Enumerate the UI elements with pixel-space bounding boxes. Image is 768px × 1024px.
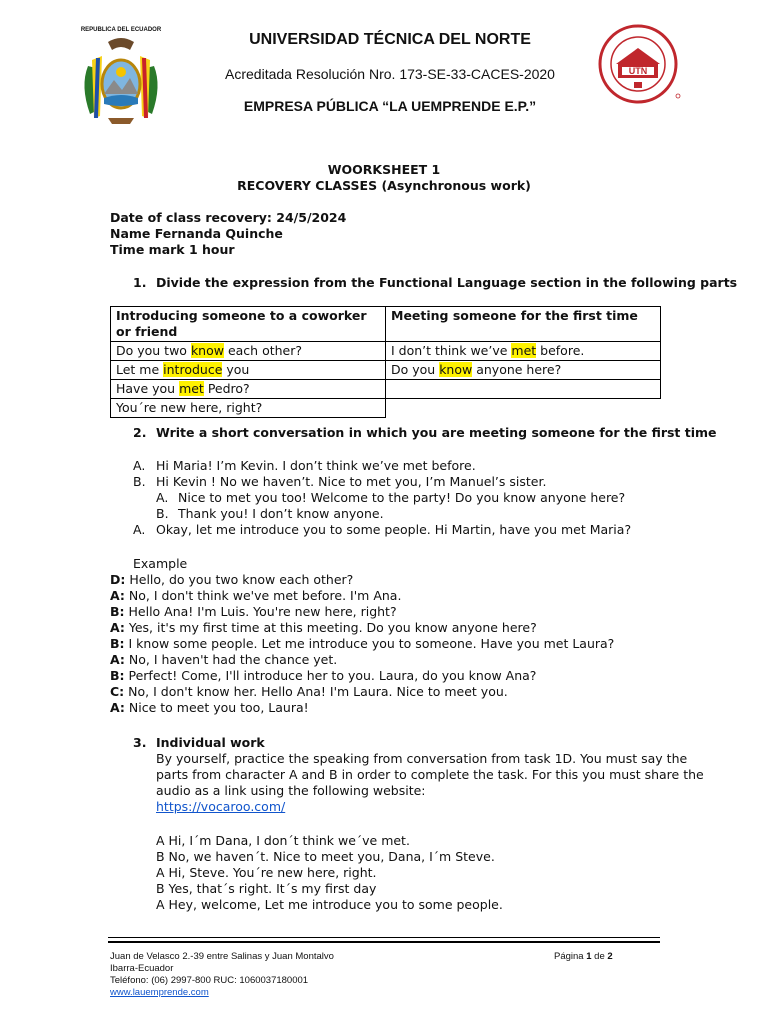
table-cell	[386, 380, 661, 399]
table-cell: Do you know anyone here?	[386, 361, 661, 380]
conv-marker: B.	[156, 506, 169, 521]
conv-line: Okay, let me introduce you to some people. Hi Martin, have you met Maria?	[156, 522, 632, 537]
task1-text: Divide the expression from the Functional Language section in the following parts	[156, 275, 738, 290]
table-cell-empty	[386, 399, 661, 418]
example-line: A: No, I don't think we've met before. I'm Ana.	[110, 588, 402, 603]
worksheet-title: WOORKSHEET 1	[327, 162, 441, 177]
footer-website-link[interactable]: www.lauemprende.com	[110, 987, 209, 998]
task1-number: 1.	[133, 275, 147, 290]
task3-number: 3.	[133, 735, 147, 750]
example-line: B: Hello Ana! I'm Luis. You're new here, right?	[110, 604, 397, 619]
example-line: C: No, I don't know her. Hello Ana! I'm Laura. Nice to meet you.	[110, 684, 508, 699]
conv-line: Hi Kevin ! No we haven’t. Nice to met you, I’m Manuel’s sister.	[156, 474, 547, 489]
table-cell: Let me introduce you	[111, 361, 386, 380]
conv-line: Nice to met you too! Welcome to the party! Do you know anyone here?	[178, 490, 626, 505]
col2-header: Meeting someone for the first time	[386, 307, 661, 342]
dialogue-line: A Hey, welcome, Let me introduce you to some people.	[156, 897, 503, 912]
conv-line: Hi Maria! I’m Kevin. I don’t think we’ve met before.	[156, 458, 476, 473]
page-number: Página 1 de 2	[554, 951, 613, 962]
footer-city: Ibarra-Ecuador	[110, 963, 174, 974]
time-line: Time mark 1 hour	[110, 242, 235, 257]
task3-paragraph: By yourself, practice the speaking from conversation from task 1D. You must say the	[156, 751, 688, 766]
name-line: Name Fernanda Quinche	[110, 226, 283, 241]
dialogue-line: B No, we haven´t. Nice to meet you, Dana, I´m Steve.	[156, 849, 495, 864]
task3-title: Individual work	[156, 735, 265, 750]
task3-paragraph: audio as a link using the following website:	[156, 783, 426, 798]
table-cell: Do you two know each other?	[111, 342, 386, 361]
utn-letters: UTN	[628, 66, 648, 76]
utn-seal-logo	[594, 24, 682, 104]
conv-line: Thank you! I don’t know anyone.	[178, 506, 384, 521]
dialogue-line: A Hi, I´m Dana, I don´t think we´ve met.	[156, 833, 410, 848]
table-cell: Have you met Pedro?	[111, 380, 386, 399]
footer-phone: Teléfono: (06) 2997-800 RUC: 1060037180001	[110, 975, 309, 986]
task2-number: 2.	[133, 425, 147, 440]
conv-marker: A.	[156, 490, 169, 505]
task3-paragraph: parts from character A and B in order to complete the task. For this you must share the	[156, 767, 704, 782]
example-label: Example	[133, 556, 188, 571]
accreditation-line: Acreditada Resolución Nro. 173-SE-33-CACES-2020	[225, 66, 555, 82]
footer-divider	[108, 941, 660, 943]
conv-marker: A.	[133, 522, 146, 537]
example-line: D: Hello, do you two know each other?	[110, 572, 354, 587]
footer-divider	[108, 937, 660, 938]
date-line: Date of class recovery: 24/5/2024	[110, 210, 347, 225]
worksheet-subtitle: RECOVERY CLASSES (Asynchronous work)	[237, 178, 531, 193]
example-line: B: I know some people. Let me introduce you to someone. Have you met Laura?	[110, 636, 615, 651]
republic-caption: REPUBLICA DEL ECUADOR	[80, 27, 162, 33]
footer-address: Juan de Velasco 2.-39 entre Salinas y Juan Montalvo	[110, 951, 334, 962]
vocaroo-link[interactable]: https://vocaroo.com/	[156, 799, 286, 814]
example-line: A: Nice to meet you too, Laura!	[110, 700, 309, 715]
example-line: A: No, I haven't had the chance yet.	[110, 652, 338, 667]
example-line: B: Perfect! Come, I'll introduce her to you. Laura, do you know Ana?	[110, 668, 537, 683]
table-cell: I don’t think we’ve met before.	[386, 342, 661, 361]
conv-marker: B.	[133, 474, 146, 489]
table-cell: You´re new here, right?	[111, 399, 386, 418]
example-line: A: Yes, it's my first time at this meeting. Do you know anyone here?	[110, 620, 537, 635]
ecuador-coat-of-arms-logo	[78, 36, 164, 128]
dialogue-line: B Yes, that´s right. It´s my first day	[156, 881, 377, 896]
conv-marker: A.	[133, 458, 146, 473]
functional-language-table	[110, 306, 661, 418]
task2-text: Write a short conversation in which you are meeting someone for the first time	[156, 425, 717, 440]
university-name: UNIVERSIDAD TÉCNICA DEL NORTE	[249, 31, 531, 48]
col1-header: Introducing someone to a coworker or friend	[111, 307, 386, 342]
company-name: EMPRESA PÚBLICA “LA UEMPRENDE E.P.”	[243, 98, 537, 114]
dialogue-line: A Hi, Steve. You´re new here, right.	[156, 865, 377, 880]
